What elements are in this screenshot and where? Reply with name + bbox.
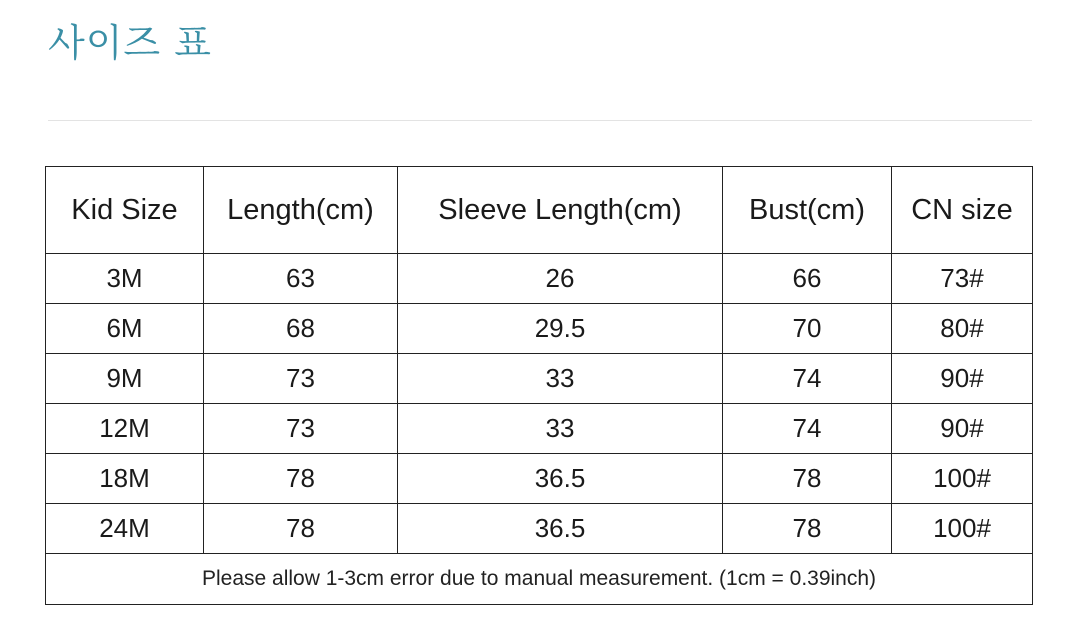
cell-bust: 78 bbox=[723, 504, 892, 554]
table-header-row bbox=[46, 167, 1033, 254]
cell-sleeve-length: 29.5 bbox=[398, 304, 723, 354]
cell-cn-size: 90# bbox=[892, 404, 1033, 454]
cell-sleeve-length: 26 bbox=[398, 254, 723, 304]
table-row bbox=[46, 504, 1033, 554]
cell-kid-size: 6M bbox=[46, 304, 204, 354]
cell-length: 73 bbox=[204, 404, 398, 454]
cell-bust: 70 bbox=[723, 304, 892, 354]
measurement-note: Please allow 1-3cm error due to manual measurement. (1cm = 0.39inch) bbox=[46, 554, 1033, 605]
table-row bbox=[46, 404, 1033, 454]
header-kid-size: Kid Size bbox=[46, 167, 204, 254]
cell-bust: 66 bbox=[723, 254, 892, 304]
header-sleeve-length: Sleeve Length(cm) bbox=[398, 167, 723, 254]
cell-kid-size: 12M bbox=[46, 404, 204, 454]
cell-sleeve-length: 33 bbox=[398, 404, 723, 454]
table-row bbox=[46, 304, 1033, 354]
size-chart-table bbox=[45, 166, 1033, 605]
cell-kid-size: 18M bbox=[46, 454, 204, 504]
header-bust: Bust(cm) bbox=[723, 167, 892, 254]
table-row bbox=[46, 254, 1033, 304]
cell-sleeve-length: 36.5 bbox=[398, 454, 723, 504]
cell-sleeve-length: 33 bbox=[398, 354, 723, 404]
cell-cn-size: 73# bbox=[892, 254, 1033, 304]
table-row bbox=[46, 354, 1033, 404]
cell-length: 73 bbox=[204, 354, 398, 404]
cell-kid-size: 3M bbox=[46, 254, 204, 304]
cell-length: 78 bbox=[204, 454, 398, 504]
cell-length: 68 bbox=[204, 304, 398, 354]
cell-cn-size: 90# bbox=[892, 354, 1033, 404]
cell-kid-size: 9M bbox=[46, 354, 204, 404]
header-cn-size: CN size bbox=[892, 167, 1033, 254]
cell-bust: 74 bbox=[723, 404, 892, 454]
cell-length: 63 bbox=[204, 254, 398, 304]
cell-kid-size: 24M bbox=[46, 504, 204, 554]
cell-cn-size: 80# bbox=[892, 304, 1033, 354]
cell-cn-size: 100# bbox=[892, 454, 1033, 504]
cell-bust: 78 bbox=[723, 454, 892, 504]
title-divider bbox=[48, 120, 1032, 121]
cell-cn-size: 100# bbox=[892, 504, 1033, 554]
table-row bbox=[46, 454, 1033, 504]
cell-length: 78 bbox=[204, 504, 398, 554]
cell-bust: 74 bbox=[723, 354, 892, 404]
table-note-row bbox=[46, 554, 1033, 605]
cell-sleeve-length: 36.5 bbox=[398, 504, 723, 554]
page-title: 사이즈 표 bbox=[48, 21, 212, 65]
header-length: Length(cm) bbox=[204, 167, 398, 254]
